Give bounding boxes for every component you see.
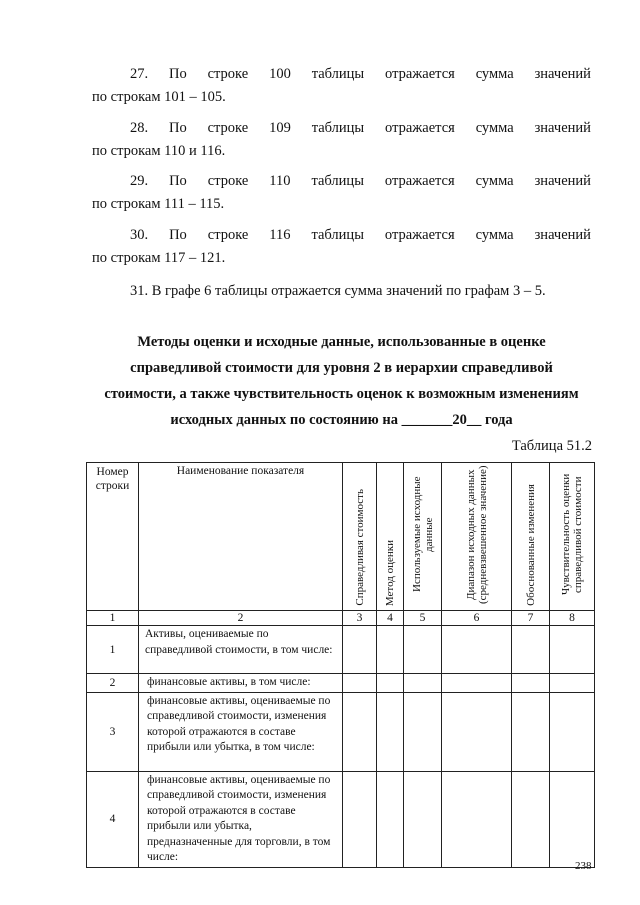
column-number: 2 — [139, 611, 343, 626]
empty-cell — [550, 692, 595, 771]
empty-cell — [442, 674, 512, 693]
empty-cell — [404, 626, 442, 674]
row-name: финансовые активы, в том числе: — [139, 674, 343, 693]
column-number-row — [87, 611, 595, 626]
table-row — [87, 692, 595, 771]
column-number: 7 — [512, 611, 550, 626]
column-number: 4 — [377, 611, 404, 626]
paragraph-30 — [92, 227, 591, 267]
empty-cell — [442, 771, 512, 867]
empty-cell — [404, 674, 442, 693]
row-name: финансовые активы, оцениваемые по справедливой стоимости, изменения которой отражаются в составе прибыли или убытка, предназначенные для торговли, в том числе: — [139, 771, 343, 867]
heading-line-3: стоимости, а также чувствительность оценок к возможным изменениям — [104, 386, 579, 402]
column-number: 8 — [550, 611, 595, 626]
empty-cell — [404, 692, 442, 771]
empty-cell — [442, 626, 512, 674]
empty-cell — [377, 674, 404, 693]
row-name: Активы, оцениваемые по справедливой стоимости, в том числе: — [139, 626, 343, 674]
paragraph-28 — [92, 120, 591, 160]
header-fair-value: Справедливая стоимость — [343, 463, 377, 611]
column-number: 1 — [87, 611, 139, 626]
empty-cell — [343, 692, 377, 771]
heading-line-1: Методы оценки и исходные данные, использованные в оценке — [137, 334, 546, 350]
column-number: 6 — [442, 611, 512, 626]
paragraph-27-line2: по строкам 101 – 105. — [92, 89, 226, 105]
empty-cell — [377, 771, 404, 867]
row-number: 1 — [87, 626, 139, 674]
paragraph-31: 31. В графе 6 таблицы отражается сумма значений по графам 3 – 5. — [130, 283, 546, 299]
empty-cell — [343, 771, 377, 867]
empty-cell — [512, 626, 550, 674]
header-input-range: Диапазон исходных данных (средневзвешенное значение) — [442, 463, 512, 611]
empty-cell — [512, 771, 550, 867]
header-indicator-name: Наименование показателя — [139, 463, 343, 611]
empty-cell — [343, 626, 377, 674]
header-row — [87, 463, 595, 611]
paragraph-29-line1: 29. По строке 110 таблицы отражается сумма значений — [130, 173, 591, 189]
row-number: 4 — [87, 771, 139, 867]
table-row — [87, 626, 595, 674]
paragraph-30-line2: по строкам 117 – 121. — [92, 250, 226, 266]
empty-cell — [512, 692, 550, 771]
table-row — [87, 674, 595, 693]
empty-cell — [377, 692, 404, 771]
header-reasonable-changes: Обоснованные изменения — [512, 463, 550, 611]
empty-cell — [550, 771, 595, 867]
table-heading — [92, 329, 591, 433]
empty-cell — [343, 674, 377, 693]
heading-line-2: справедливой стоимости для уровня 2 в иерархии справедливой — [130, 360, 553, 376]
table-row — [87, 771, 595, 867]
paragraph-29 — [92, 173, 591, 213]
paragraph-28-line2: по строкам 110 и 116. — [92, 143, 226, 159]
column-number: 3 — [343, 611, 377, 626]
header-sensitivity: Чувствительность оценки справедливой стоимости — [550, 463, 595, 611]
empty-cell — [550, 674, 595, 693]
header-valuation-method: Метод оценки — [377, 463, 404, 611]
paragraph-27-line1: 27. По строке 100 таблицы отражается сумма значений — [130, 66, 591, 82]
column-number: 5 — [404, 611, 442, 626]
row-number: 3 — [87, 692, 139, 771]
paragraph-29-line2: по строкам 111 – 115. — [92, 196, 225, 212]
paragraph-27 — [92, 66, 591, 106]
header-inputs-used: Используемые исходные данные — [404, 463, 442, 611]
valuation-table — [86, 462, 595, 868]
table-number: Таблица 51.2 — [511, 438, 592, 454]
header-row-number: Номер строки — [87, 463, 139, 611]
empty-cell — [442, 692, 512, 771]
paragraph-30-line1: 30. По строке 116 таблицы отражается сумма значений — [130, 227, 591, 243]
row-number: 2 — [87, 674, 139, 693]
empty-cell — [377, 626, 404, 674]
empty-cell — [550, 626, 595, 674]
row-name: финансовые активы, оцениваемые по справедливой стоимости, изменения которой отражаются в составе прибыли или убытка, в том числе: — [139, 692, 343, 771]
paragraph-28-line1: 28. По строке 109 таблицы отражается сумма значений — [130, 120, 591, 136]
empty-cell — [404, 771, 442, 867]
heading-line-4: исходных данных по состоянию на _______20__ года — [170, 412, 513, 428]
empty-cell — [512, 674, 550, 693]
page-number: 238 — [575, 860, 592, 872]
